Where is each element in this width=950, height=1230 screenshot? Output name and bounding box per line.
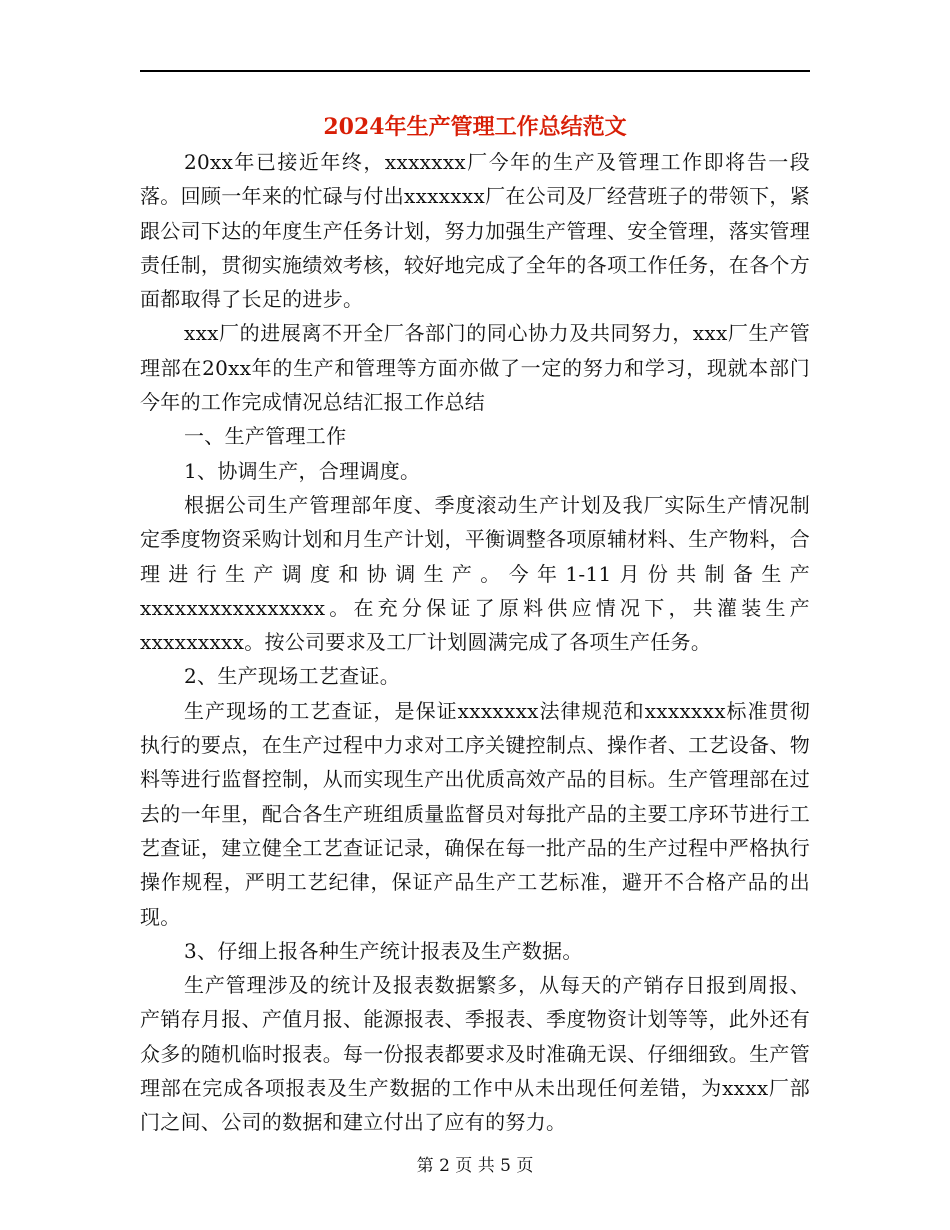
subheading-process-verification: 2、生产现场工艺查证。 xyxy=(184,664,401,689)
section-heading-production-management: 一、生产管理工作 xyxy=(184,424,347,449)
subheading-statistics-reports: 3、仔细上报各种生产统计报表及生产数据。 xyxy=(184,938,583,963)
page-footer: 第 2 页 共 5 页 xyxy=(416,1156,534,1176)
header-rule xyxy=(140,70,810,72)
paragraph-process-verification: 生产现场的工艺查证，是保证xxxxxxx法律规范和xxxxxxx标准贯彻执行的要点，在生产过程中力求对工序关键控制点、操作者、工艺设备、物料等进行监督控制，从而实现生产出优质高效产品的目标。生产管理部在过去的一年里，配合各生产班组质量监督员对每批产品的主要工序环节进行工艺查证，建立健全工艺查证记录，确保在每一批产品的生产过程中严格执行操作规程，严明工艺纪律，保证产品生产工艺标准，避开不合格产品的出现。 xyxy=(140,698,810,929)
subheading-coordinate-production: 1、协调生产，合理调度。 xyxy=(184,458,421,483)
document-title: 2024年生产管理工作总结范文 xyxy=(323,114,627,140)
paragraph-progress: xxx厂的进展离不开全厂各部门的同心协力及共同努力，xxx厂生产管理部在20xx年的生产和管理等方面亦做了一定的努力和学习，现就本部门今年的工作完成情况总结汇报工作总结 xyxy=(140,321,810,415)
paragraph-coordinate-production: 根据公司生产管理部年度、季度滚动生产计划及我厂实际生产情况制定季度物资采购计划和月生产计划，平衡调整各项原辅材料、生产物料，合理进行生产调度和协调生产。今年1-11月份共制备生产xxxxxxxxxxxxxxxx。在充分保证了原料供应情况下，共灌装生产xxxxxxxxx。按公司要求及工厂计划圆满完成了各项生产任务。 xyxy=(140,492,810,655)
paragraph-statistics-reports: 生产管理涉及的统计及报表数据繁多，从每天的产销存日报到周报、产销存月报、产值月报、能源报表、季报表、季度物资计划等等，此外还有众多的随机临时报表。每一份报表都要求及时准确无误、仔细细致。生产管理部在完成各项报表及生产数据的工作中从未出现任何差错，为xxxx厂部门之间、公司的数据和建立付出了应有的努力。 xyxy=(140,973,810,1135)
document-body xyxy=(140,145,810,1140)
paragraph-intro: 20xx年已接近年终，xxxxxxx厂今年的生产及管理工作即将告一段落。回顾一年来的忙碌与付出xxxxxxx厂在公司及厂经营班子的带领下，紧跟公司下达的年度生产任务计划，努力加强生产管理、安全管理，落实管理责任制，贯彻实施绩效考核，较好地完成了全年的各项工作任务，在各个方面都取得了长足的进步。 xyxy=(140,150,810,312)
